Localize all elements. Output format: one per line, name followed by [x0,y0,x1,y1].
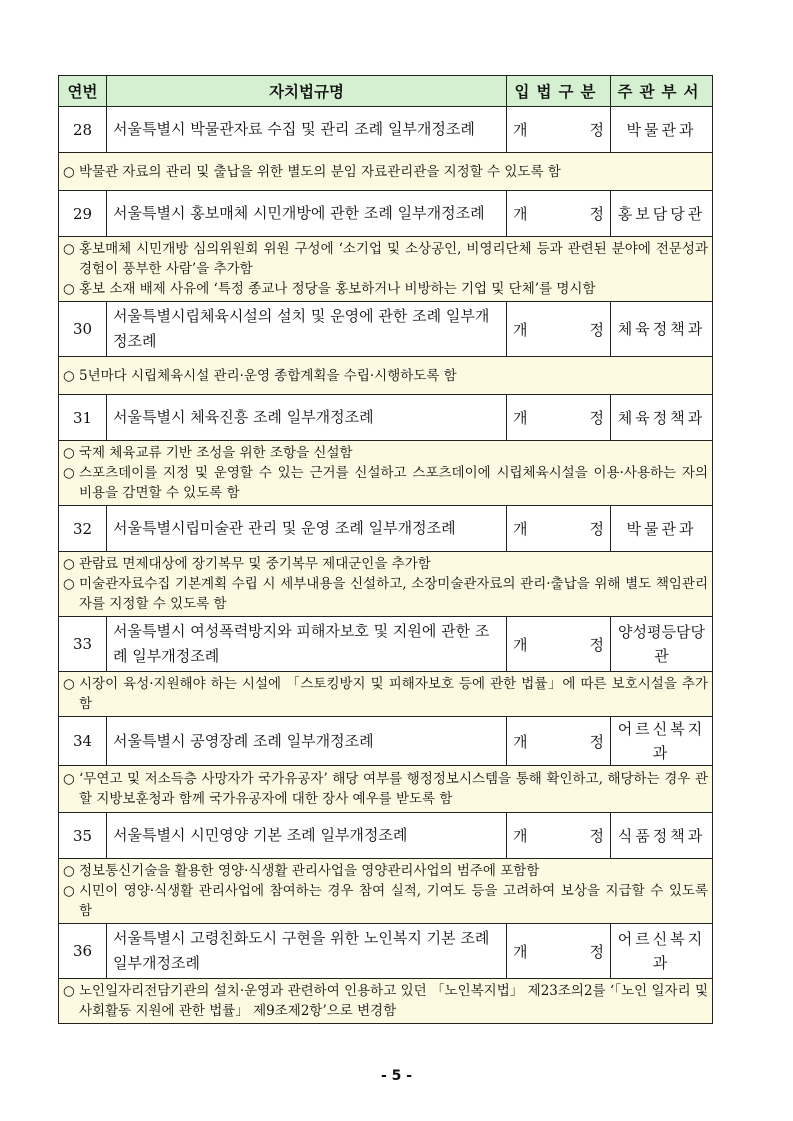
enactment-type-char: 개 [513,827,528,845]
enactment-type-char: 개 [513,942,528,961]
department: 박물관과 [611,506,713,552]
table-row [59,717,713,766]
description-row [59,237,713,302]
table-row [59,924,713,979]
bullet-text: ‘무연고 및 저소득층 사망자가 국가유공자’ 해당 여부를 행정정보시스템을 통해 확인하고, 해당하는 경우 관할 지방보훈청과 함께 국가유공자에 대한 장사 예우를 받도록 함 [79,771,708,807]
header-num: 연번 [59,76,107,107]
description-row [59,552,713,617]
bullet-text: 국제 체육교류 기반 조성을 위한 조항을 신설함 [79,445,353,461]
ordinance-title: 서울특별시 홍보매체 시민개방에 관한 조례 일부개정조례 [107,191,507,237]
description-row [59,672,713,717]
description-cell [59,859,713,924]
bullet-item [63,981,708,1021]
bullet-mark: ○ [63,883,75,899]
enactment-type-char: 정 [589,320,604,339]
row-number: 29 [59,191,107,237]
description-cell [59,979,713,1024]
description-row [59,441,713,506]
bullet-mark: ○ [63,576,75,592]
bullet-text: 정보통신기술을 활용한 영양·식생활 관리사업을 영양관리사업의 범주에 포함함 [79,863,540,879]
bullet-mark: ○ [63,367,75,384]
bullet-mark: ○ [63,445,75,461]
bullet-mark: ○ [63,556,75,572]
row-number: 36 [59,924,107,979]
bullet-item [63,554,708,574]
bullet-mark: ○ [63,465,75,481]
header-row [59,76,713,107]
row-number: 30 [59,302,107,357]
department: 박물관과 [611,107,713,153]
ordinance-table [58,75,713,1024]
ordinance-title: 서울특별시 시민영양 기본 조례 일부개정조례 [107,813,507,859]
ordinance-title: 서울특별시 박물관자료 수집 및 관리 조례 일부개정조례 [107,107,507,153]
description-cell [59,672,713,717]
enactment-type-char: 정 [589,409,604,427]
department: 어르신복지과 [611,717,713,766]
bullet-item [63,674,708,714]
table-row [59,506,713,552]
enactment-type-char: 정 [589,635,604,654]
row-number: 28 [59,107,107,153]
page-number: - 5 - [380,1068,413,1084]
bullet-item [63,769,708,809]
enactment-type-char: 정 [589,121,604,139]
table-row [59,191,713,237]
table-row [59,813,713,859]
header-kind: 입법구분 [507,76,611,107]
enactment-type [507,107,611,153]
description-row [59,357,713,395]
bullet-text: 5년마다 시립체육시설 관리·운영 종합계획을 수립·시행하도록 함 [79,367,457,384]
description-row [59,979,713,1024]
bullet-item [63,463,708,503]
enactment-type-char: 개 [513,732,528,751]
enactment-type [507,813,611,859]
bullet-mark: ○ [63,863,75,879]
bullet-item [63,574,708,614]
bullet-item [63,279,708,299]
department: 체육정책과 [611,302,713,357]
ordinance-title: 서울특별시립미술관 관리 및 운영 조례 일부개정조례 [107,506,507,552]
bullet-text: 미술관자료수집 기본계획 수립 시 세부내용을 신설하고, 소장미술관자료의 관리·출납을 위해 별도 책임관리자를 지정할 수 있도록 함 [79,576,708,612]
enactment-type-char: 정 [589,520,604,538]
ordinance-title: 서울특별시 공영장례 조례 일부개정조례 [107,717,507,766]
enactment-type-char: 정 [589,205,604,223]
ordinance-title: 서울특별시 여성폭력방지와 피해자보호 및 지원에 관한 조례 일부개정조례 [107,617,507,672]
description-row [59,859,713,924]
row-number: 31 [59,395,107,441]
bullet-item [63,366,708,386]
ordinance-title: 서울특별시립체육시설의 설치 및 운영에 관한 조례 일부개정조례 [107,302,507,357]
bullet-item [63,443,708,463]
enactment-type [507,617,611,672]
table-row [59,395,713,441]
department: 식품정책과 [611,813,713,859]
department: 홍보담당관 [611,191,713,237]
row-number: 32 [59,506,107,552]
enactment-type [507,506,611,552]
bullet-text: 관람료 면제대상에 장기복무 및 중기복무 제대군인을 추가함 [79,556,431,572]
enactment-type-char: 개 [513,121,528,139]
ordinance-title: 서울특별시 고령친화도시 구현을 위한 노인복지 기본 조례 일부개정조례 [107,924,507,979]
bullet-item [63,881,708,921]
row-number: 35 [59,813,107,859]
enactment-type [507,717,611,766]
bullet-mark: ○ [63,676,75,692]
enactment-type [507,395,611,441]
header-title: 자치법규명 [107,76,507,107]
department: 체육정책과 [611,395,713,441]
description-cell [59,441,713,506]
enactment-type [507,924,611,979]
row-number: 33 [59,617,107,672]
table-row [59,617,713,672]
bullet-text: 홍보매체 시민개방 심의위원회 위원 구성에 ‘소기업 및 소상공인, 비영리단체 등과 관련된 분야에 전문성과 경험이 풍부한 사람’을 추가함 [79,241,708,277]
enactment-type-char: 정 [589,827,604,845]
bullet-mark: ○ [63,983,75,999]
description-cell [59,357,713,395]
bullet-text: 박물관 자료의 관리 및 출납을 위한 별도의 분임 자료관리관을 지정할 수 있도록 함 [79,163,561,180]
table-body [59,107,713,1024]
enactment-type-char: 개 [513,409,528,427]
row-number: 34 [59,717,107,766]
description-row [59,766,713,813]
enactment-type-char: 개 [513,635,528,654]
enactment-type [507,191,611,237]
bullet-mark: ○ [63,163,75,180]
enactment-type-char: 정 [589,942,604,961]
bullet-mark: ○ [63,241,75,257]
department: 양성평등담당관 [611,617,713,672]
bullet-text: 시장이 육성·지원해야 하는 시설에 「스토킹방지 및 피해자보호 등에 관한 법률」에 따른 보호시설을 추가함 [79,676,708,712]
bullet-text: 노인일자리전담기관의 설치·운영과 관련하여 인용하고 있던 「노인복지법」 제23조의2를 ‘「노인 일자리 및 사회활동 지원에 관한 법률」 제9조제2항’으로 변경함 [79,983,708,1019]
enactment-type-char: 개 [513,520,528,538]
bullet-item [63,162,708,182]
bullet-text: 시민이 영양·식생활 관리사업에 참여하는 경우 참여 실적, 기여도 등을 고려하여 보상을 지급할 수 있도록 함 [79,883,708,919]
header-dept: 주관부서 [611,76,713,107]
bullet-mark: ○ [63,281,75,297]
description-cell [59,766,713,813]
enactment-type-char: 개 [513,320,528,339]
bullet-text: 홍보 소재 배제 사유에 ‘특정 종교나 정당을 홍보하거나 비방하는 기업 및 단체’를 명시함 [79,281,596,297]
bullet-mark: ○ [63,771,75,787]
bullet-item [63,239,708,279]
table-row [59,107,713,153]
table-row [59,302,713,357]
description-cell [59,153,713,191]
enactment-type [507,302,611,357]
ordinance-title: 서울특별시 체육진흥 조례 일부개정조례 [107,395,507,441]
description-row [59,153,713,191]
enactment-type-char: 정 [589,732,604,751]
description-cell [59,237,713,302]
bullet-item [63,861,708,881]
bullet-text: 스포츠데이를 지정 및 운영할 수 있는 근거를 신설하고 스포츠데이에 시립체육시설을 이용·사용하는 자의 비용을 감면할 수 있도록 함 [79,465,708,501]
enactment-type-char: 개 [513,205,528,223]
department: 어르신복지과 [611,924,713,979]
description-cell [59,552,713,617]
